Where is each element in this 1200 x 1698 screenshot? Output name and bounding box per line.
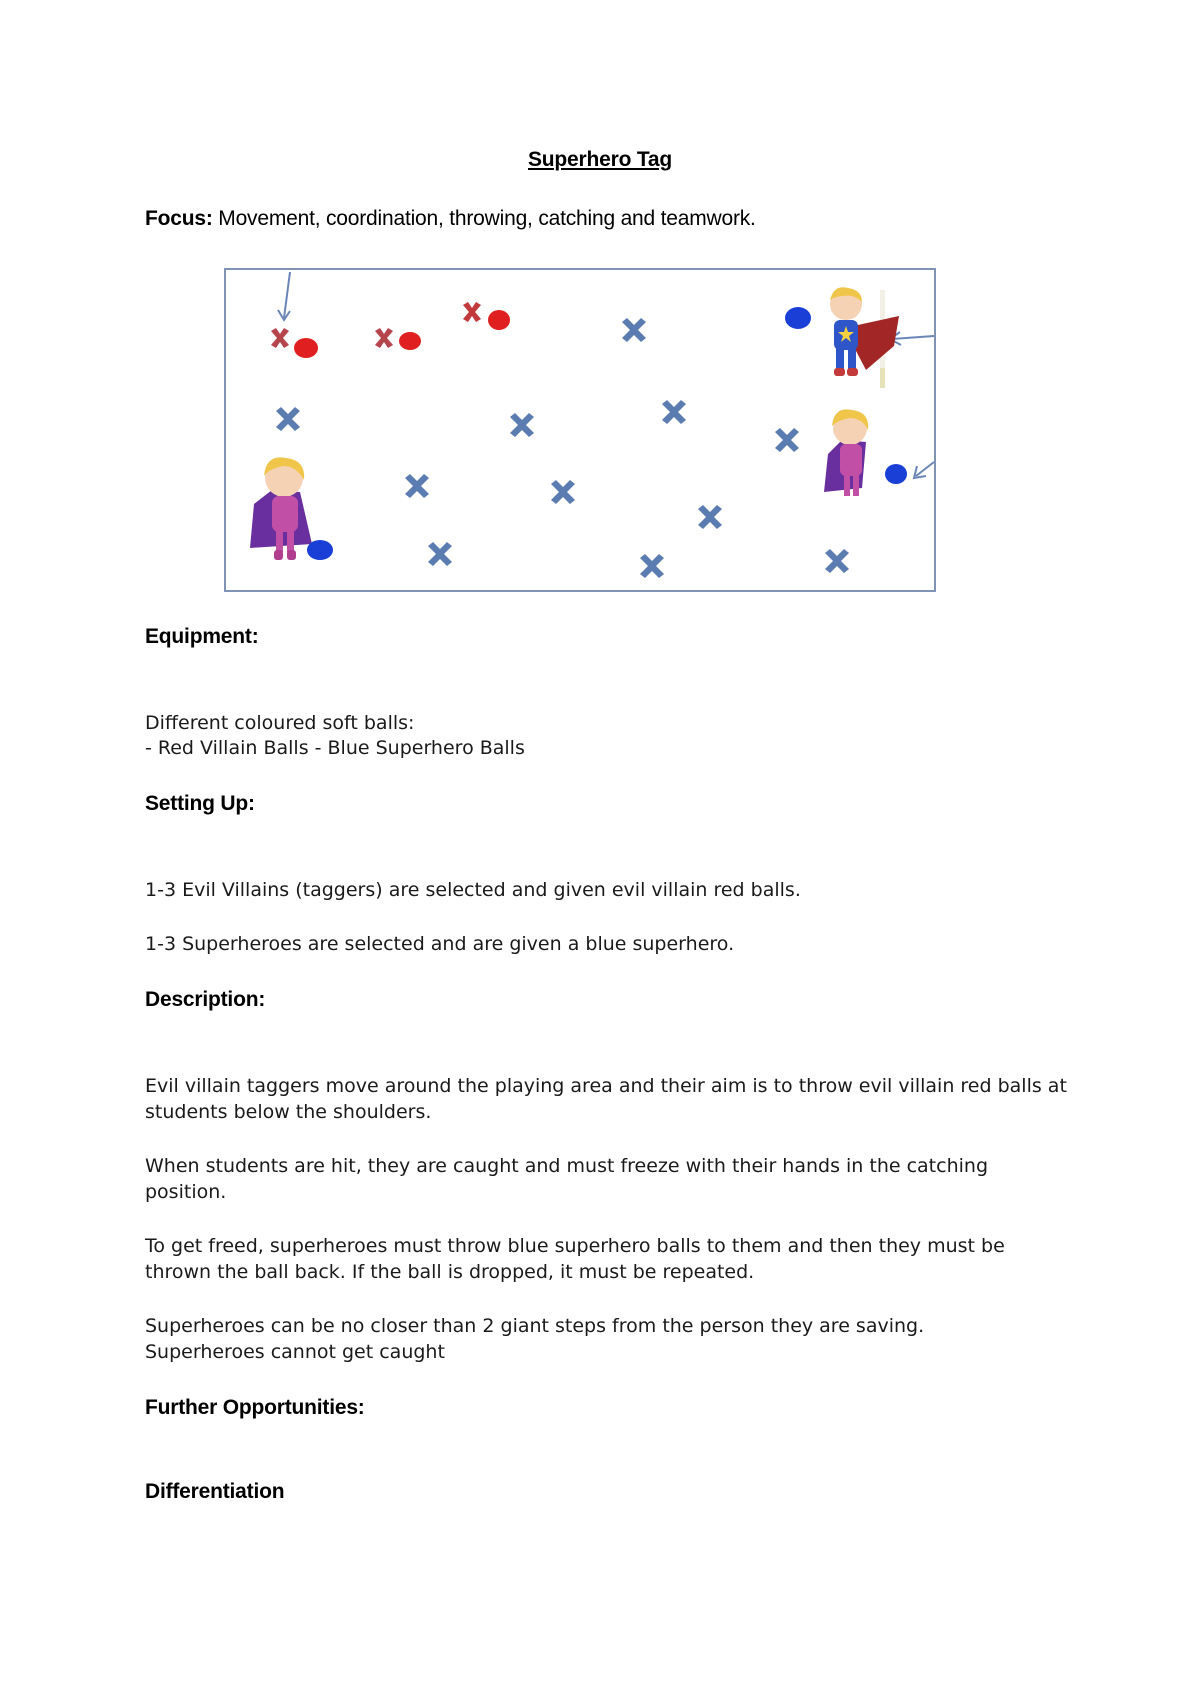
description-para-2: When students are hit, they are caught and must freeze with their hands in the catching position. (145, 1155, 989, 1203)
description-heading: Description: (145, 988, 266, 1011)
hero-ball (785, 307, 811, 329)
focus-text: Movement, coordination, throwing, catching and teamwork. (218, 207, 756, 230)
description-para-3: To get freed, superheroes must throw blue superhero balls to them and then they must be thrown the ball back. If the ball is dropped, it must be repeated. (145, 1235, 1005, 1283)
focus-label: Focus: (145, 207, 213, 230)
description-para-4-line-1: Superheroes can be no closer than 2 giant steps from the person they are saving. (145, 1315, 925, 1337)
setting-up-heading: Setting Up: (145, 792, 255, 815)
hero-ball (307, 540, 333, 560)
equipment-line-1: Different coloured soft balls: (145, 712, 415, 734)
playing-area-border (225, 269, 935, 591)
description-para-4-line-2: Superheroes cannot get caught (145, 1341, 445, 1363)
document-title: Superhero Tag (527, 148, 673, 171)
description-para-1: Evil villain taggers move around the playing area and their aim is to throw evil villain red balls at students below the shoulders. (145, 1075, 1067, 1123)
villain-ball (294, 338, 318, 358)
differentiation-heading: Differentiation (145, 1480, 285, 1503)
equipment-heading: Equipment: (145, 625, 259, 648)
villain-ball (488, 310, 510, 330)
equipment-line-2: - Red Villain Balls - Blue Superhero Balls (145, 737, 525, 759)
hero-ball (885, 464, 907, 484)
focus-line (145, 207, 756, 231)
setting-up-para-2: 1-3 Superheroes are selected and are given a blue superhero. (145, 933, 735, 955)
setting-up-para-1: 1-3 Evil Villains (taggers) are selected and given evil villain red balls. (145, 879, 801, 901)
villain-ball (399, 332, 421, 350)
further-opportunities-heading: Further Opportunities: (145, 1396, 365, 1419)
playing-area-diagram (224, 268, 936, 592)
